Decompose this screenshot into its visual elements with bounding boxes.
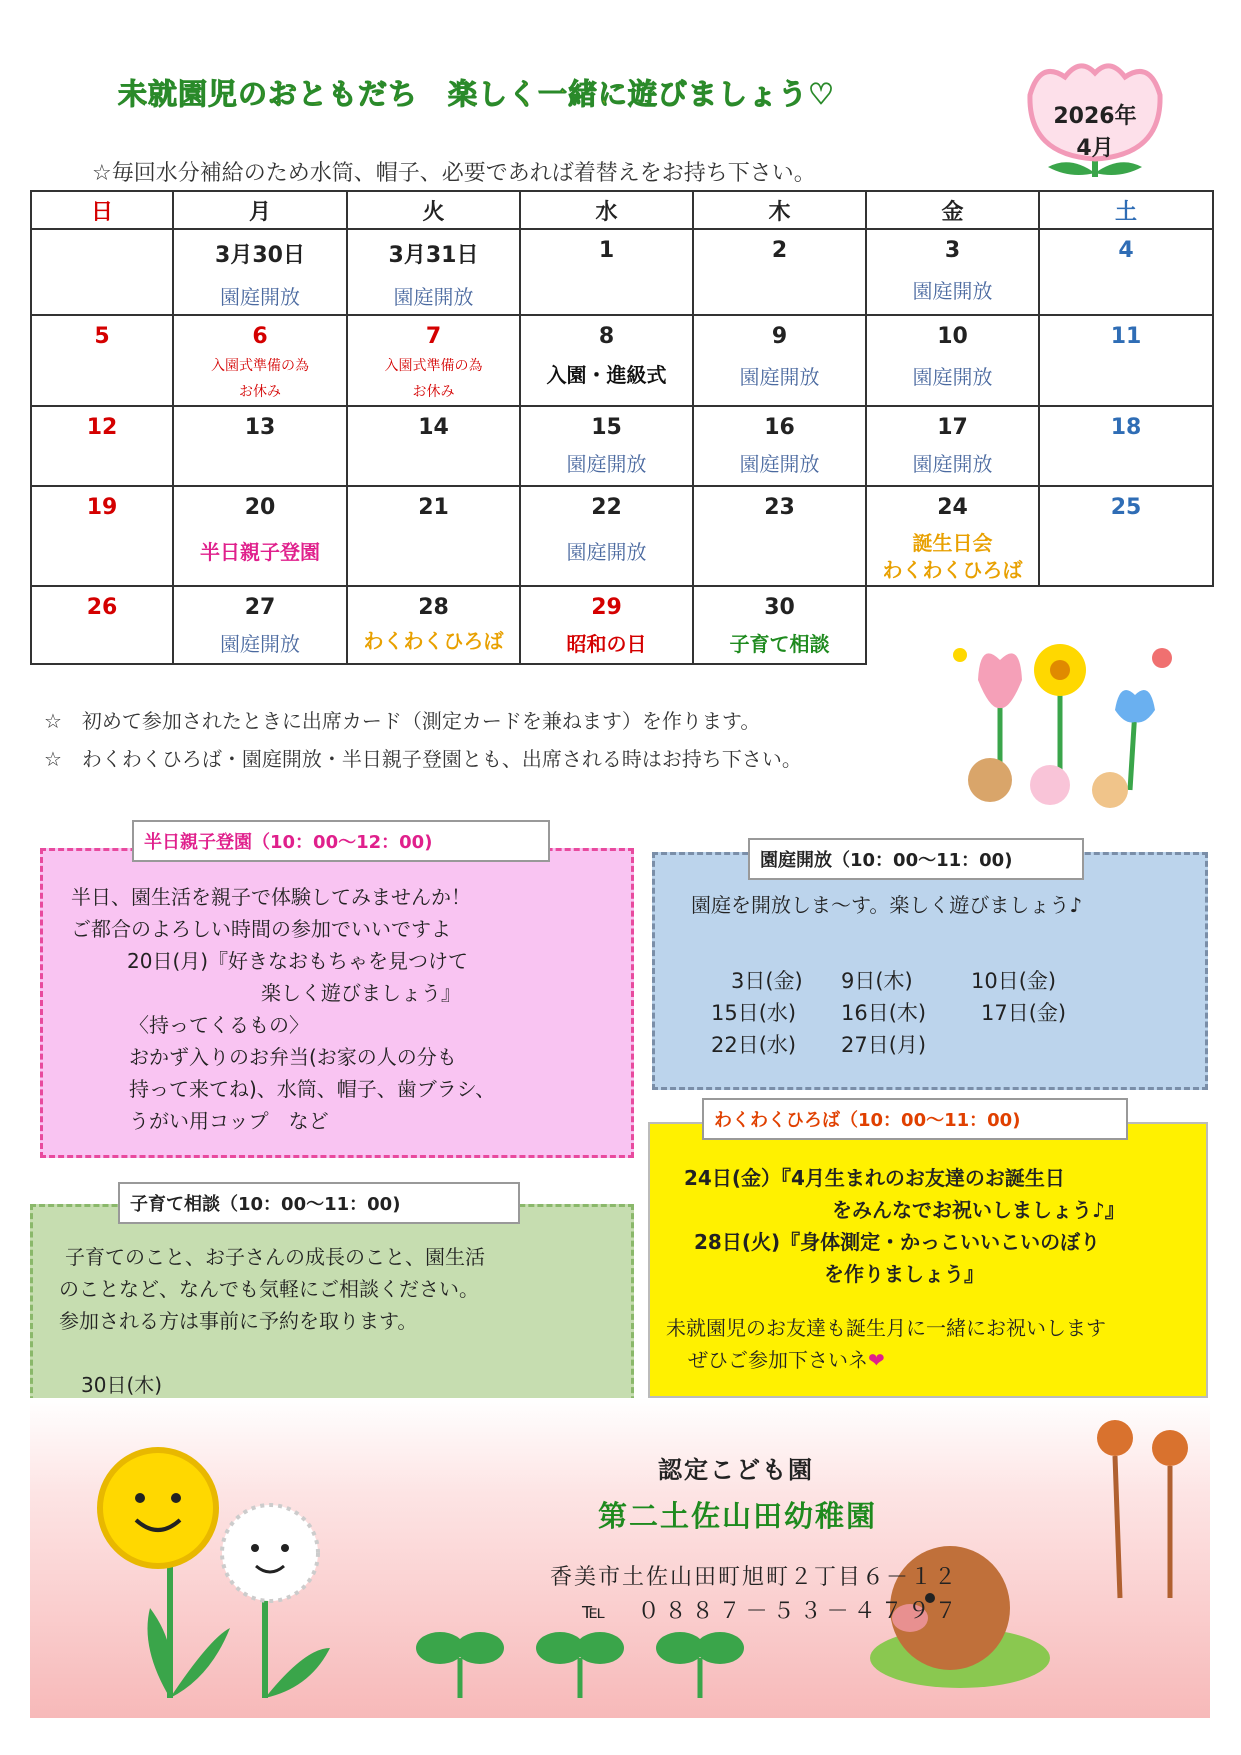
weekday-wed: 水 — [520, 191, 693, 229]
event-label: 入園・進級式 — [546, 363, 667, 387]
day-number: 2 — [771, 238, 788, 263]
day-number: 23 — [764, 495, 795, 520]
calendar-cell — [520, 406, 693, 486]
note-line: ☆ 初めて参加されたときに出席カード（測定カードを兼ねます）を作ります。 — [44, 709, 761, 733]
day-number: 10 — [937, 324, 968, 349]
entei-box — [652, 852, 1208, 1090]
month-label: 4月 — [1076, 136, 1114, 161]
footer-illustration — [30, 1398, 1210, 1718]
weekday-sat: 土 — [1039, 191, 1213, 229]
event-label: 入園式準備の為 お休み — [384, 358, 483, 400]
calendar-cell — [693, 486, 866, 586]
wakuwaku-line: 28日(火)『身体測定・かっこいいこいのぼり — [694, 1230, 1101, 1254]
calendar-cell — [520, 315, 693, 406]
school-name: 第二土佐山田幼稚園 — [598, 1499, 878, 1533]
day-number: 26 — [86, 595, 118, 620]
event-label: 昭和の日 — [566, 632, 647, 656]
calendar-cell — [1039, 406, 1213, 486]
day-number: 11 — [1110, 324, 1142, 349]
calendar-cell — [347, 486, 520, 586]
calendar-cell — [173, 229, 347, 315]
calendar-table — [30, 190, 1214, 665]
event-label: 園庭開放 — [393, 285, 474, 309]
day-number: 3月31日 — [388, 243, 479, 268]
calendar-cell — [520, 586, 693, 664]
flowers-animals-illustration — [900, 620, 1200, 820]
event-label: 園庭開放 — [739, 452, 820, 476]
month-badge — [1020, 55, 1170, 185]
calendar-week — [31, 406, 1213, 486]
calendar-cell — [693, 406, 866, 486]
weekday-fri: 金 — [866, 191, 1039, 229]
note-line: ☆ わくわくひろば・園庭開放・半日親子登園とも、出席される時はお持ち下さい。 — [44, 747, 802, 771]
hanichi-body — [71, 881, 495, 1137]
weekday-sun: 日 — [31, 191, 173, 229]
day-number: 28 — [418, 595, 449, 620]
day-number: 8 — [598, 324, 615, 349]
hanichi-line: 20日(月)『好きなおもちゃを見つけて — [127, 949, 469, 973]
day-number: 18 — [1110, 415, 1142, 440]
calendar-cell — [693, 229, 866, 315]
calendar-cell — [31, 586, 173, 664]
day-number: 19 — [86, 495, 118, 520]
event-label: 園庭開放 — [566, 540, 647, 564]
wakuwaku-line: 24日(金）『4月生まれのお友達のお誕生日 — [684, 1166, 1065, 1190]
kosodate-line: 参加される方は事前に予約を取ります。 — [59, 1309, 418, 1333]
kosodate-body — [59, 1241, 485, 1337]
event-label: 園庭開放 — [220, 632, 300, 656]
kosodate-tag: 子育て相談（10：00～11：00) — [118, 1182, 520, 1224]
day-number: 16 — [764, 415, 795, 440]
calendar-cell — [173, 406, 347, 486]
calendar-cell — [520, 486, 693, 586]
calendar-cell — [866, 229, 1039, 315]
day-number: 15 — [591, 415, 622, 440]
day-number: 13 — [244, 415, 276, 440]
day-number: 7 — [425, 324, 442, 349]
event-label: 入園式準備の為 お休み — [211, 358, 309, 400]
calendar-week — [31, 486, 1213, 586]
calendar-cell — [31, 406, 173, 486]
entei-tag: 園庭開放（10：00～11：00) — [748, 838, 1084, 880]
event-label: 園庭開放 — [912, 365, 993, 389]
calendar-cell — [866, 315, 1039, 406]
calendar-cell — [1039, 229, 1213, 315]
school-phone: ℡ ０８８７－５３－４７９７ — [582, 1599, 962, 1624]
calendar-cell — [173, 315, 347, 406]
entei-date-row: 22日(水) 27日(月) — [711, 1033, 927, 1057]
calendar-cell — [1039, 486, 1213, 586]
day-number: 3 — [944, 238, 961, 263]
day-number: 1 — [598, 238, 615, 263]
hanichi-line: うがい用コップ など — [129, 1109, 329, 1133]
calendar-cell — [866, 486, 1039, 586]
calendar-cell — [31, 486, 173, 586]
wakuwaku-line: 未就園児のお友達も誕生月に一緒にお祝いします — [666, 1316, 1106, 1340]
calendar-week — [31, 229, 1213, 315]
entei-date-row: 3日(金) 9日(木) 10日(金) — [731, 969, 1057, 993]
event-label: 誕生日会 わくわくひろば — [882, 531, 1023, 582]
hanichi-line: 〈持ってくるもの〉 — [129, 1013, 309, 1037]
day-number: 6 — [252, 324, 268, 349]
wakuwaku-tag: わくわくひろば（10：00～11：00) — [702, 1098, 1128, 1140]
calendar-cell — [347, 315, 520, 406]
calendar-cell — [693, 586, 866, 664]
notes — [44, 702, 802, 778]
wakuwaku-line: を作りましょう』 — [824, 1262, 984, 1286]
wakuwaku-body — [684, 1162, 1125, 1290]
wakuwaku-sub — [666, 1312, 1106, 1376]
hanichi-box — [40, 848, 634, 1158]
day-number: 20 — [244, 495, 276, 520]
hanichi-line: おかず入りのお弁当(お家の人の分も — [129, 1045, 457, 1069]
calendar-cell — [31, 315, 173, 406]
weekday-thu: 木 — [693, 191, 866, 229]
page-title: 未就園児のおともだち 楽しく一緒に遊びましょう♡ — [118, 77, 835, 111]
wakuwaku-box — [648, 1122, 1208, 1398]
calendar-cell — [347, 406, 520, 486]
calendar-cell — [866, 406, 1039, 486]
event-label: 子育て相談 — [729, 632, 830, 656]
weekday-tue: 火 — [347, 191, 520, 229]
top-note: ☆毎回水分補給のため水筒、帽子、必要であれば着替えをお持ち下さい。 — [92, 161, 816, 186]
calendar-cell — [1039, 315, 1213, 406]
event-label: 園庭開放 — [220, 285, 300, 309]
day-number: 29 — [591, 595, 622, 620]
day-number: 21 — [418, 495, 449, 520]
school-type: 認定こども園 — [658, 1456, 814, 1484]
calendar-cell — [173, 486, 347, 586]
kosodate-line: のことなど、なんでも気軽にご相談ください。 — [59, 1277, 479, 1301]
calendar-cell — [693, 315, 866, 406]
hanichi-line: 楽しく遊びましょう』 — [261, 981, 461, 1005]
heart-icon: ❤ — [868, 1348, 885, 1372]
day-number: 3月30日 — [215, 243, 305, 268]
day-number: 25 — [1110, 495, 1142, 520]
calendar-week — [31, 315, 1213, 406]
day-number: 27 — [244, 595, 276, 620]
calendar-cell — [520, 229, 693, 315]
day-number: 22 — [591, 495, 622, 520]
kosodate-date: 30日(木) — [81, 1373, 163, 1397]
hanichi-tag: 半日親子登園（10：00～12：00) — [132, 820, 550, 862]
hanichi-line: 持って来てね)、水筒、帽子、歯ブラシ、 — [129, 1077, 496, 1101]
calendar-cell — [31, 229, 173, 315]
calendar-cell — [347, 229, 520, 315]
weekday-header-row — [31, 191, 1213, 229]
entei-date-row: 15日(水) 16日(木) 17日(金) — [711, 1001, 1067, 1025]
day-number: 14 — [418, 415, 449, 440]
event-label: 園庭開放 — [912, 452, 993, 476]
wakuwaku-line: をみんなでお祝いしましょう♪』 — [832, 1198, 1125, 1222]
day-number: 12 — [86, 415, 118, 440]
day-number: 30 — [764, 595, 795, 620]
calendar-cell — [347, 586, 520, 664]
event-label: 半日親子登園 — [200, 540, 320, 564]
hanichi-line: 半日、園生活を親子で体験してみませんか！ — [71, 885, 471, 909]
day-number: 24 — [937, 495, 968, 520]
year-label: 2026年 — [1053, 104, 1137, 129]
day-number: 5 — [94, 324, 110, 349]
event-label: 園庭開放 — [566, 452, 647, 476]
event-label: 園庭開放 — [739, 365, 820, 389]
day-number: 17 — [937, 415, 968, 440]
entei-intro: 園庭を開放しま～す。楽しく遊びましょう♪ — [691, 893, 1083, 917]
event-label: わくわくひろば — [363, 629, 504, 653]
entei-dates — [711, 965, 1066, 1061]
kosodate-line: 子育てのこと、お子さんの成長のこと、園生活 — [65, 1245, 485, 1269]
school-address: 香美市土佐山田町旭町２丁目６－１２ — [550, 1565, 959, 1590]
wakuwaku-line: ぜひご参加下さいネ❤ — [688, 1348, 885, 1372]
event-label: 園庭開放 — [912, 279, 993, 303]
hanichi-line: ご都合のよろしい時間の参加でいいですよ — [71, 917, 451, 941]
calendar-cell — [173, 586, 347, 664]
weekday-mon: 月 — [173, 191, 347, 229]
day-number: 9 — [771, 324, 788, 349]
day-number: 4 — [1118, 238, 1134, 263]
